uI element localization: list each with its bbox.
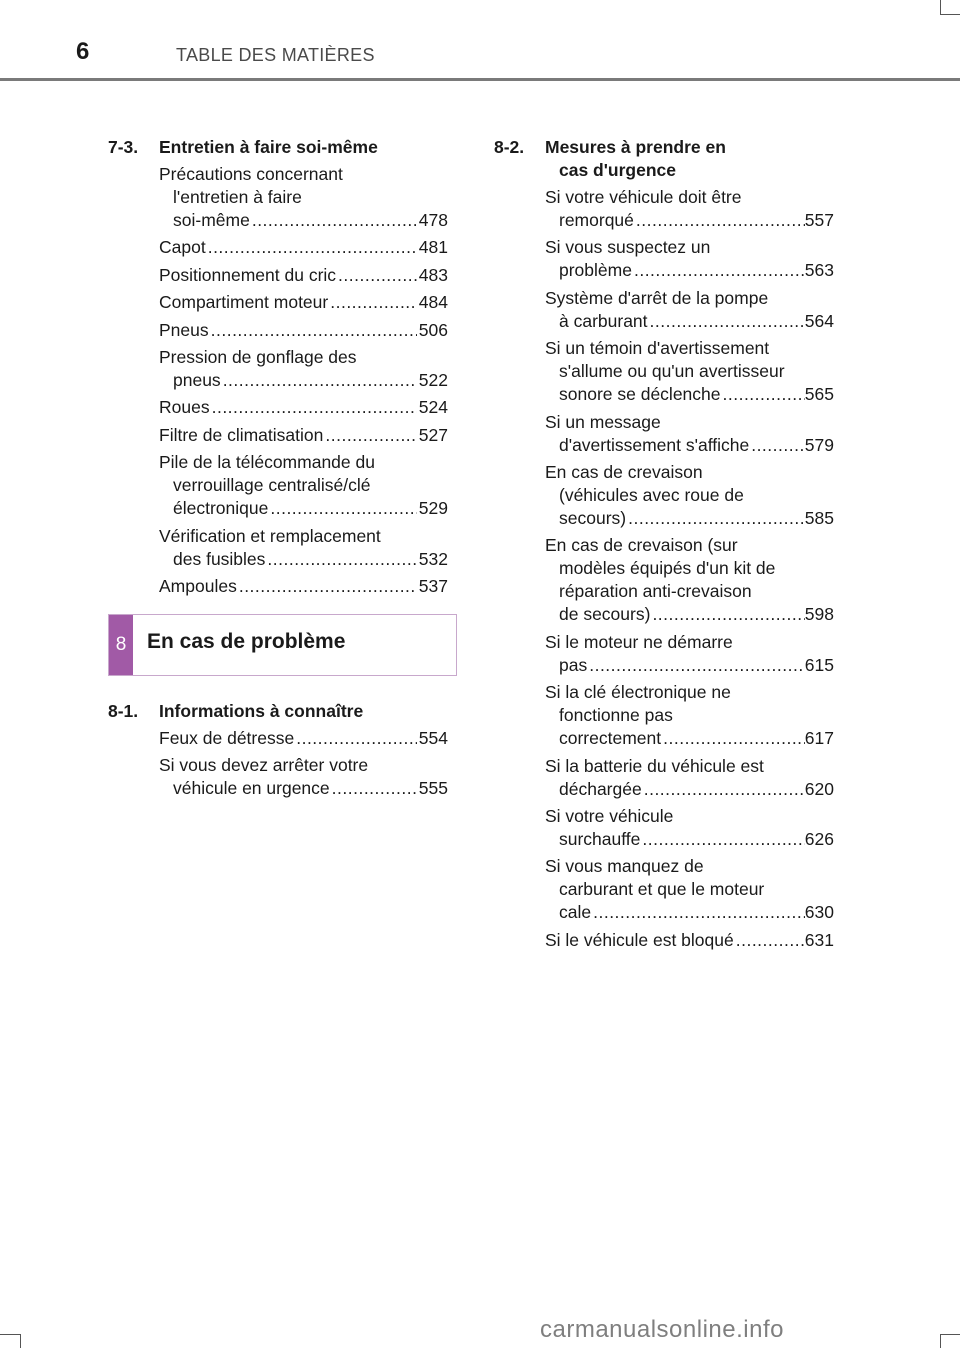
dot-leader	[338, 264, 417, 287]
toc-page-number: 631	[804, 929, 834, 950]
chapter-title: En cas de problème	[147, 630, 346, 653]
crop-mark	[0, 1334, 20, 1335]
toc-page-number: 615	[804, 654, 834, 675]
section-heading	[108, 700, 448, 723]
toc-entry-line: carburant et que le moteur	[559, 879, 765, 900]
toc-entry[interactable]	[159, 424, 448, 447]
toc-page-number: 527	[418, 424, 448, 445]
toc-entry-text: à carburant	[559, 310, 648, 331]
toc-entry[interactable]	[159, 163, 448, 232]
dot-leader	[208, 236, 417, 259]
header-rule	[0, 78, 960, 81]
toc-entry-line: verrouillage centralisé/clé	[173, 475, 371, 496]
toc-page-number: 481	[418, 237, 448, 258]
dot-leader	[223, 369, 417, 392]
toc-entry[interactable]	[159, 727, 448, 750]
dot-leader	[330, 291, 417, 314]
toc-entry[interactable]	[545, 337, 834, 406]
crop-mark	[940, 14, 960, 15]
toc-entry[interactable]	[159, 396, 448, 419]
chapter-banner[interactable]	[108, 614, 457, 676]
toc-entry-text: Feux de détresse	[159, 728, 295, 748]
toc-entry-list	[108, 727, 448, 800]
toc-entry-text: Si le véhicule est bloqué	[545, 929, 734, 950]
toc-entry-line: Si la clé électronique ne	[545, 682, 731, 703]
crop-mark	[940, 1334, 941, 1348]
toc-entry-line: Si un témoin d'avertissement	[545, 338, 770, 359]
toc-page-number: 617	[804, 728, 834, 749]
page-number: 6	[76, 38, 90, 65]
toc-entry-text: cale	[559, 902, 592, 923]
toc-entry-line: Si un message	[545, 411, 661, 432]
toc-page-number: 554	[418, 728, 448, 748]
toc-entry[interactable]	[545, 411, 834, 457]
toc-entry-line: En cas de crevaison (sur	[545, 535, 738, 556]
toc-entry-line: Pression de gonflage des	[159, 346, 357, 367]
header-title: TABLE DES MATIÈRES	[176, 45, 375, 65]
left-column	[108, 136, 448, 602]
section-number: 7-3.	[108, 137, 139, 157]
toc-entry[interactable]	[159, 264, 448, 287]
toc-entry-line: l'entretien à faire	[173, 187, 302, 207]
chapter-tab: 8	[109, 615, 133, 675]
section-title-line: cas d'urgence	[559, 160, 676, 180]
crop-mark	[20, 1334, 21, 1348]
toc-page-number: 529	[418, 498, 448, 519]
toc-page-number: 483	[418, 264, 448, 285]
toc-entry[interactable]	[159, 525, 448, 571]
dot-leader	[593, 901, 805, 924]
toc-entry-line: Si votre véhicule doit être	[545, 187, 742, 207]
toc-entry-text: des fusibles	[173, 548, 266, 569]
toc-entry-text: Roues	[159, 397, 210, 418]
toc-page-number: 524	[418, 397, 448, 418]
toc-entry-line: Vérification et remplacement	[159, 525, 381, 546]
dot-leader	[634, 259, 805, 282]
toc-entry-line: Si vous devez arrêter votre	[159, 755, 369, 776]
dot-leader	[650, 310, 805, 333]
dot-leader	[723, 383, 805, 406]
toc-page-number: 478	[418, 210, 448, 230]
toc-entry[interactable]	[159, 236, 448, 259]
toc-entry-line: Si le moteur ne démarre	[545, 631, 733, 652]
crop-mark	[940, 0, 941, 14]
dot-leader	[652, 603, 804, 626]
toc-entry[interactable]	[159, 319, 448, 342]
toc-entry-text: surchauffe	[559, 828, 641, 849]
toc-entry-text: Positionnement du cric	[159, 264, 337, 285]
crop-mark	[940, 1334, 960, 1335]
dot-leader	[644, 778, 805, 801]
toc-page-number: 598	[804, 604, 834, 625]
dot-leader	[736, 929, 805, 952]
dot-leader	[325, 424, 416, 447]
dot-leader	[589, 654, 805, 677]
toc-entry-text: déchargée	[559, 778, 642, 799]
toc-entry-list	[494, 186, 834, 952]
toc-page-number: 555	[418, 778, 448, 799]
toc-entry-line: modèles équipés d'un kit de	[559, 558, 776, 579]
dot-leader	[239, 575, 417, 598]
toc-page-number: 522	[418, 369, 448, 390]
toc-entry[interactable]	[159, 754, 448, 800]
toc-entry-line: Système d'arrêt de la pompe	[545, 287, 769, 308]
toc-entry-line: En cas de crevaison	[545, 461, 703, 482]
toc-entry-line: Si vous manquez de	[545, 856, 704, 877]
toc-entry-text: pneus	[173, 369, 221, 390]
section-heading	[108, 136, 448, 159]
dot-leader	[751, 434, 805, 457]
toc-entry[interactable]	[545, 461, 834, 530]
dot-leader	[642, 828, 804, 851]
toc-entry-line: Précautions concernant	[159, 164, 343, 184]
toc-page-number: 537	[418, 575, 448, 596]
section-heading	[494, 136, 834, 182]
toc-entry-text: de secours)	[559, 604, 651, 625]
dot-leader	[663, 727, 805, 750]
toc-entry[interactable]	[545, 534, 834, 626]
dot-leader	[212, 396, 417, 419]
dot-leader	[267, 548, 416, 571]
toc-page-number: 563	[804, 260, 834, 281]
toc-page-number: 506	[418, 319, 448, 340]
toc-entry-line: (véhicules avec roue de	[559, 484, 744, 505]
toc-entry-text: secours)	[559, 507, 627, 528]
toc-page-number: 626	[804, 828, 834, 849]
toc-page-number: 557	[804, 210, 834, 230]
left-column-lower	[108, 700, 448, 805]
dot-leader	[332, 777, 417, 800]
toc-page-number: 620	[804, 778, 834, 799]
toc-page-number: 484	[418, 292, 448, 313]
toc-entry-line: fonctionne pas	[559, 705, 673, 726]
dot-leader	[296, 727, 417, 750]
toc-entry-line: s'allume ou qu'un avertisseur	[559, 361, 785, 382]
toc-entry-text: problème	[559, 260, 632, 281]
toc-entry[interactable]	[545, 929, 834, 952]
toc-entry[interactable]	[545, 186, 834, 232]
page-header	[0, 0, 960, 82]
toc-entry-text: Pneus	[159, 319, 209, 340]
dot-leader	[211, 319, 417, 342]
section-title-line: Mesures à prendre en	[545, 137, 726, 157]
toc-page-number: 585	[804, 507, 834, 528]
dot-leader	[252, 209, 417, 232]
toc-page-number: 630	[804, 902, 834, 923]
dot-leader	[270, 497, 416, 520]
toc-entry[interactable]	[159, 346, 448, 392]
toc-entry-line: Si votre véhicule	[545, 805, 674, 826]
toc-entry[interactable]	[545, 236, 834, 282]
toc-page-number: 579	[804, 434, 834, 455]
watermark: carmanualsonline.info	[540, 1316, 784, 1343]
section-number: 8-2.	[494, 137, 525, 157]
toc-page-number: 532	[418, 548, 448, 569]
toc-entry-line: Si la batterie du véhicule est	[545, 755, 764, 776]
toc-entry[interactable]	[545, 755, 834, 801]
toc-entry-text: électronique	[173, 498, 269, 519]
toc-entry-text: Filtre de climatisation	[159, 424, 324, 445]
toc-entry[interactable]	[545, 287, 834, 333]
toc-entry[interactable]	[159, 575, 448, 598]
toc-entry-text: remorqué	[559, 210, 634, 230]
toc-entry-text: pas	[559, 654, 588, 675]
toc-entry[interactable]	[545, 631, 834, 677]
toc-entry-text: d'avertissement s'affiche	[559, 434, 750, 455]
toc-entry-line: Pile de la télécommande du	[159, 452, 375, 473]
dot-leader	[636, 209, 805, 232]
toc-entry[interactable]	[545, 681, 834, 750]
toc-entry[interactable]	[159, 451, 448, 520]
toc-entry[interactable]	[159, 291, 448, 314]
section-title: Informations à connaître	[159, 701, 364, 721]
toc-entry[interactable]	[545, 805, 834, 851]
toc-entry-text: soi-même	[173, 210, 250, 230]
toc-entry-line: réparation anti-crevaison	[559, 581, 752, 602]
section-number: 8-1.	[108, 701, 139, 721]
toc-page-number: 565	[804, 384, 834, 405]
right-column	[494, 136, 834, 956]
section-title	[545, 136, 834, 182]
toc-page-number: 564	[804, 310, 834, 331]
toc-entry-text: Compartiment moteur	[159, 292, 329, 313]
section-title: Entretien à faire soi-même	[159, 137, 378, 157]
dot-leader	[628, 507, 805, 530]
toc-entry-text: correctement	[559, 728, 662, 749]
toc-entry-text: véhicule en urgence	[173, 778, 330, 799]
toc-entry-line: Si vous suspectez un	[545, 237, 711, 258]
toc-entry[interactable]	[545, 855, 834, 924]
toc-entry-text: Ampoules	[159, 575, 237, 596]
toc-entry-list	[108, 163, 448, 598]
toc-entry-text: Capot	[159, 237, 206, 258]
toc-entry-text: sonore se déclenche	[559, 384, 721, 405]
